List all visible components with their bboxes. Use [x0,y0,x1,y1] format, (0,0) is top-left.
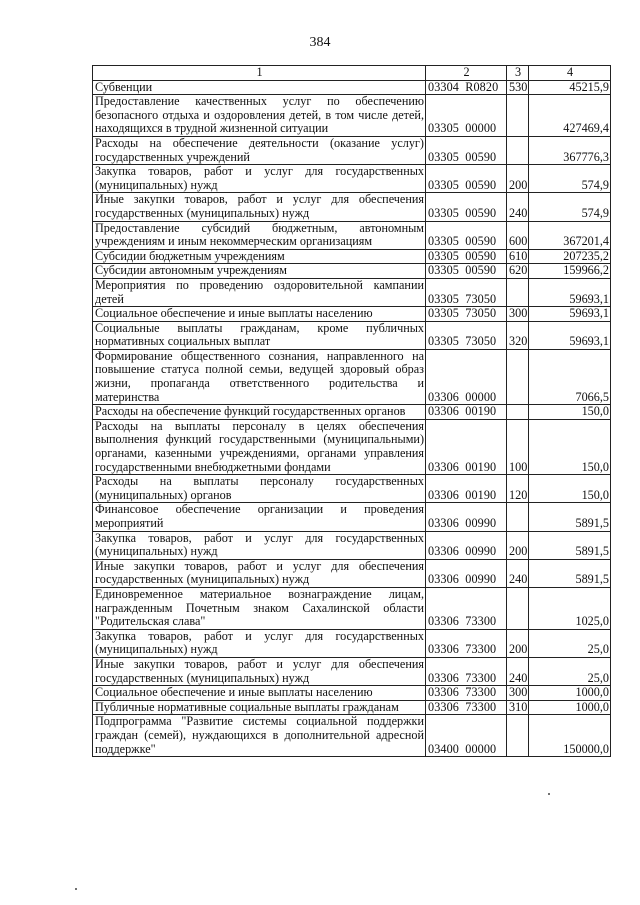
row-expense-type-cell: 240 [507,193,529,221]
row-expense-type-cell: 620 [507,264,529,279]
row-amount-cell: 150,0 [529,419,611,474]
row-code-cell: 03305 00590 [426,249,507,264]
table-row [93,700,611,715]
row-amount-cell: 1025,0 [529,587,611,629]
table-row [93,657,611,685]
row-expense-type-cell [507,278,529,306]
table-row [93,278,611,306]
row-expense-type-cell: 600 [507,221,529,249]
row-code-cell: 03304 R0820 [426,80,507,95]
table-row [93,221,611,249]
row-expense-type-cell: 120 [507,475,529,503]
row-amount-cell: 25,0 [529,657,611,685]
table-row [93,419,611,474]
scan-speck [548,793,550,795]
row-name-cell: Расходы на выплаты персоналу в целях обеспечения выполнения функций государственными (муниципальными) органами, казенными учреждениями, органами управления государственными внебюджетными фондами [93,419,426,474]
table-row [93,503,611,531]
row-name-cell: Финансовое обеспечение организации и проведения мероприятий [93,503,426,531]
row-name-cell: Иные закупки товаров, работ и услуг для обеспечения государственных (муниципальных) нужд [93,559,426,587]
row-amount-cell: 59693,1 [529,307,611,322]
row-amount-cell: 150,0 [529,475,611,503]
row-name-cell: Субсидии бюджетным учреждениям [93,249,426,264]
row-code-cell: 03306 73300 [426,629,507,657]
table-row [93,136,611,164]
row-amount-cell: 427469,4 [529,95,611,137]
table-row [93,587,611,629]
table-row [93,307,611,322]
row-code-cell: 03306 00990 [426,503,507,531]
table-row [93,475,611,503]
row-amount-cell: 150000,0 [529,715,611,757]
row-name-cell: Расходы на выплаты персоналу государственных (муниципальных) органов [93,475,426,503]
row-code-cell: 03306 00000 [426,349,507,404]
row-expense-type-cell [507,349,529,404]
budget-table [92,65,611,757]
row-expense-type-cell: 240 [507,559,529,587]
table-row [93,249,611,264]
row-name-cell: Формирование общественного сознания, направленного на повышение статуса полной семьи, ведущей здоровый образ жизни, пропаганда ответственного родительства и материнства [93,349,426,404]
row-code-cell: 03306 73300 [426,700,507,715]
row-expense-type-cell [507,715,529,757]
table-row [93,405,611,420]
row-expense-type-cell: 610 [507,249,529,264]
row-code-cell: 03306 73300 [426,657,507,685]
table-row [93,559,611,587]
row-expense-type-cell: 240 [507,657,529,685]
table-header-row [93,66,611,81]
row-amount-cell: 207235,2 [529,249,611,264]
row-code-cell: 03306 00190 [426,475,507,503]
row-code-cell: 03305 00000 [426,95,507,137]
row-code-cell: 03305 00590 [426,221,507,249]
row-expense-type-cell: 200 [507,531,529,559]
row-code-cell: 03400 00000 [426,715,507,757]
row-amount-cell: 574,9 [529,165,611,193]
row-expense-type-cell [507,136,529,164]
table-row [93,686,611,701]
row-amount-cell: 59693,1 [529,321,611,349]
row-expense-type-cell: 100 [507,419,529,474]
row-name-cell: Предоставление субсидий бюджетным, автономным учреждениям и иным некоммерческим организациям [93,221,426,249]
table-row [93,321,611,349]
row-name-cell: Субсидии автономным учреждениям [93,264,426,279]
row-amount-cell: 150,0 [529,405,611,420]
row-expense-type-cell [507,503,529,531]
row-code-cell: 03305 00590 [426,193,507,221]
table-row [93,165,611,193]
row-name-cell: Социальное обеспечение и иные выплаты населению [93,686,426,701]
row-code-cell: 03305 73050 [426,321,507,349]
row-amount-cell: 1000,0 [529,700,611,715]
row-amount-cell: 25,0 [529,629,611,657]
row-name-cell: Публичные нормативные социальные выплаты гражданам [93,700,426,715]
header-amount-column: 4 [529,66,611,81]
row-code-cell: 03305 00590 [426,136,507,164]
row-amount-cell: 5891,5 [529,531,611,559]
header-code-column: 2 [426,66,507,81]
row-code-cell: 03305 00590 [426,264,507,279]
row-name-cell: Расходы на обеспечение деятельности (оказание услуг) государственных учреждений [93,136,426,164]
row-code-cell: 03305 73050 [426,278,507,306]
page-number: 384 [309,35,331,50]
row-expense-type-cell: 310 [507,700,529,715]
row-code-cell: 03306 00190 [426,405,507,420]
row-expense-type-cell: 530 [507,80,529,95]
table-row [93,193,611,221]
row-amount-cell: 45215,9 [529,80,611,95]
row-name-cell: Социальные выплаты гражданам, кроме публичных нормативных социальных выплат [93,321,426,349]
scan-speck [75,888,77,890]
row-amount-cell: 7066,5 [529,349,611,404]
table-row [93,349,611,404]
row-code-cell: 03306 00190 [426,419,507,474]
row-name-cell: Расходы на обеспечение функций государственных органов [93,405,426,420]
table-row [93,95,611,137]
row-code-cell: 03306 73300 [426,587,507,629]
row-amount-cell: 5891,5 [529,503,611,531]
row-name-cell: Социальное обеспечение и иные выплаты населению [93,307,426,322]
row-expense-type-cell [507,95,529,137]
row-name-cell: Единовременное материальное вознаграждение лицам, награжденным Почетным знаком Сахалинской области "Родительская слава" [93,587,426,629]
row-expense-type-cell [507,405,529,420]
row-code-cell: 03306 00990 [426,531,507,559]
row-code-cell: 03305 00590 [426,165,507,193]
row-name-cell: Иные закупки товаров, работ и услуг для обеспечения государственных (муниципальных) нужд [93,193,426,221]
row-expense-type-cell: 200 [507,165,529,193]
header-name-column: 1 [93,66,426,81]
header-expense-type-column: 3 [507,66,529,81]
row-amount-cell: 59693,1 [529,278,611,306]
row-name-cell: Иные закупки товаров, работ и услуг для обеспечения государственных (муниципальных) нужд [93,657,426,685]
row-name-cell: Закупка товаров, работ и услуг для государственных (муниципальных) нужд [93,165,426,193]
table-row [93,531,611,559]
row-name-cell: Предоставление качественных услуг по обеспечению безопасного отдыха и оздоровления детей, в том числе детей, находящихся в трудной жизненной ситуации [93,95,426,137]
table-row [93,715,611,757]
row-amount-cell: 367776,3 [529,136,611,164]
row-name-cell: Подпрограмма "Развитие системы социальной поддержки граждан (семей), нуждающихся в дополнительной адресной поддержке" [93,715,426,757]
row-expense-type-cell: 200 [507,629,529,657]
row-name-cell: Закупка товаров, работ и услуг для государственных (муниципальных) нужд [93,531,426,559]
row-amount-cell: 5891,5 [529,559,611,587]
row-amount-cell: 574,9 [529,193,611,221]
row-name-cell: Мероприятия по проведению оздоровительной кампании детей [93,278,426,306]
row-amount-cell: 367201,4 [529,221,611,249]
table-row [93,629,611,657]
table-row [93,80,611,95]
row-expense-type-cell: 300 [507,307,529,322]
row-name-cell: Субвенции [93,80,426,95]
row-expense-type-cell: 300 [507,686,529,701]
row-code-cell: 03306 73300 [426,686,507,701]
table-row [93,264,611,279]
row-code-cell: 03306 00990 [426,559,507,587]
row-name-cell: Закупка товаров, работ и услуг для государственных (муниципальных) нужд [93,629,426,657]
row-expense-type-cell [507,587,529,629]
row-amount-cell: 1000,0 [529,686,611,701]
row-expense-type-cell: 320 [507,321,529,349]
row-code-cell: 03305 73050 [426,307,507,322]
row-amount-cell: 159966,2 [529,264,611,279]
